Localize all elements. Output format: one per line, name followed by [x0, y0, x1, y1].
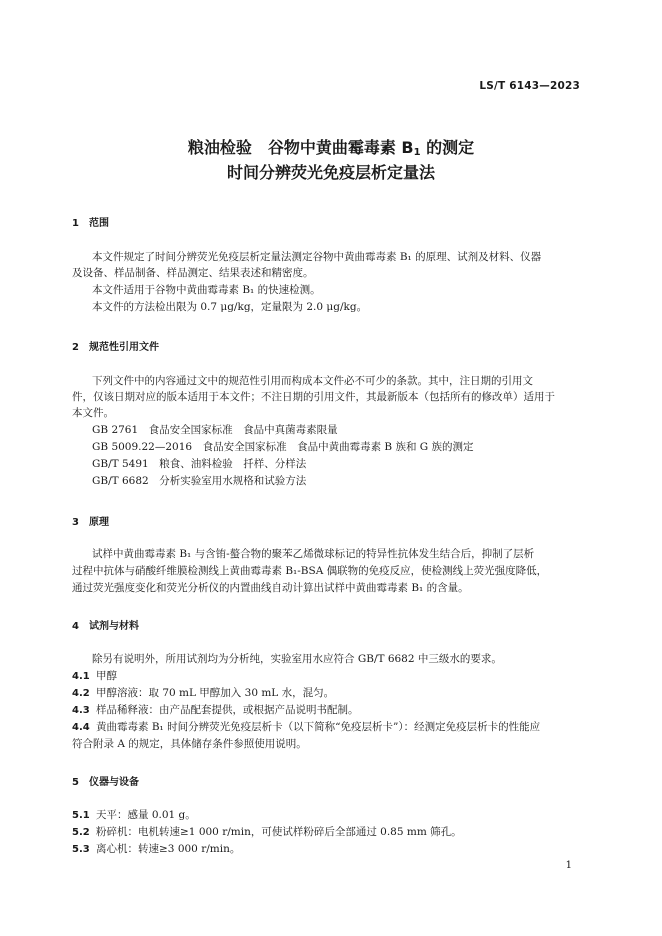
document-title-line1: 粮油检验 谷物中黄曲霉毒素 $B_1$ 的测定: [187, 138, 475, 158]
paragraph-line: 本文件的方法检出限为 0.7 μg/kg，定量限为 2.0 μg/kg。: [92, 301, 368, 313]
clause-item: 4.2 甲醇溶液：取 70 mL 甲醇加入 30 mL 水，混匀。: [72, 687, 335, 699]
paragraph-line: 件，仅该日期对应的版本适用于本文件；不注日期的引用文件，其最新版本（包括所有的修改单）适用于: [72, 391, 555, 403]
paragraph-line: 下列文件中的内容通过文中的规范性引用而构成本文件必不可少的条款。其中，注日期的引用文: [92, 375, 533, 387]
document-title-line2: 时间分辨荧光免疫层析定量法: [226, 163, 435, 182]
section-heading-reagents: 4 试剂与材料: [72, 621, 139, 632]
paragraph-line: 本文件规定了时间分辨荧光免疫层析定量法测定谷物中黄曲霉毒素 B₁ 的原理、试剂及材料、仪器: [92, 251, 542, 263]
paragraph-line: 本文件适用于谷物中黄曲霉毒素 B₁ 的快速检测。: [92, 284, 321, 296]
paragraph-line: 通过荧光强度变化和荧光分析仪的内置曲线自动计算出试样中黄曲霉毒素 B₁ 的含量。: [72, 582, 469, 594]
clause-item: 4.1 甲醇: [72, 670, 117, 682]
section-heading-references: 2 规范性引用文件: [72, 342, 159, 353]
page-number: 1: [565, 860, 572, 871]
standard-code: LS/T 6143—2023: [479, 80, 580, 92]
paragraph-line: 过程中抗体与硝酸纤维膜检测线上黄曲霉毒素 B₁-BSA 偶联物的免疫反应，使检测线上荧光强度降低，: [72, 565, 548, 577]
paragraph-line: 本文件。: [72, 407, 114, 419]
paragraph-line: 除另有说明外，所用试剂均为分析纯，实验室用水应符合 GB/T 6682 中三级水的要求。: [92, 653, 502, 665]
paragraph-line: 及设备、样品制备、样品测定、结果表述和精密度。: [72, 267, 314, 279]
clause-item: 5.1 天平：感量 0.01 g。: [72, 809, 196, 821]
section-heading-scope: 1 范围: [72, 218, 109, 229]
clause-item: 4.3 样品稀释液：由产品配套提供，或根据产品说明书配制。: [72, 704, 359, 716]
paragraph-line: 符合附录 A 的规定，具体储存条件参照使用说明。: [72, 738, 307, 750]
reference-item: GB/T 5491 粮食、油料检验 扦样、分样法: [92, 458, 307, 470]
clause-item: 5.2 粉碎机：电机转速≥1 000 r/min，可使试样粉碎后全部通过 0.85 mm 筛孔。: [72, 826, 462, 838]
reference-item: GB 5009.22—2016 食品安全国家标准 食品中黄曲霉毒素 B 族和 G 族的测定: [92, 441, 474, 453]
reference-item: GB 2761 食品安全国家标准 食品中真菌毒素限量: [92, 424, 338, 436]
paragraph-line: 试样中黄曲霉毒素 B₁ 与含铕-螯合物的聚苯乙烯微球标记的特异性抗体发生结合后，抑制了层析: [92, 548, 535, 560]
section-heading-principle: 3 原理: [72, 517, 109, 528]
clause-item: 5.3 离心机：转速≥3 000 r/min。: [72, 843, 241, 855]
clause-item: 4.4 黄曲霉毒素 B₁ 时间分辨荧光免疫层析卡（以下简称“免疫层析卡”）：经测定免疫层析卡的性能应: [72, 721, 541, 733]
reference-item: GB/T 6682 分析实验室用水规格和试验方法: [92, 475, 307, 487]
section-heading-apparatus: 5 仪器与设备: [72, 777, 139, 788]
